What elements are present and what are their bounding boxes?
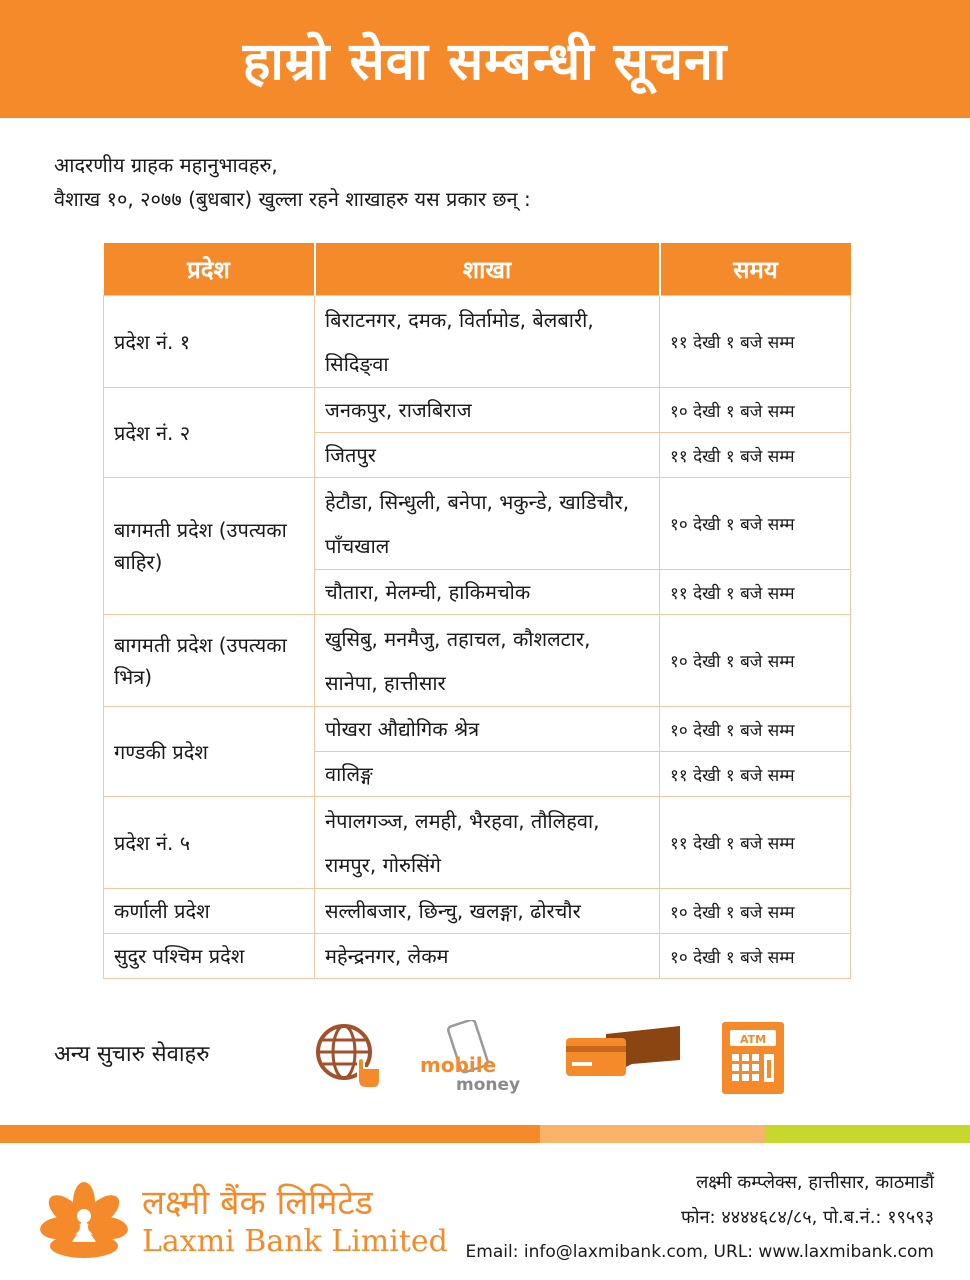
- mobile-money-icon: [416, 1020, 526, 1100]
- branch-cell: वालिङ्ग: [315, 752, 660, 797]
- branch-cell: महेन्द्रनगर, लेकम: [315, 934, 660, 979]
- province-cell: बागमती प्रदेश (उपत्यका बाहिर): [104, 478, 315, 615]
- table-row: [104, 707, 851, 752]
- notice-banner: [0, 0, 970, 118]
- table-row: [104, 296, 851, 388]
- header-branch: शाखा: [315, 243, 660, 296]
- footer-phone: फोन: ४४४४६८४/८५, पो.ब.नं.: १९५९३: [681, 1207, 934, 1228]
- table-row: [104, 934, 851, 979]
- province-cell: प्रदेश नं. २: [104, 388, 315, 478]
- province-cell: बागमती प्रदेश (उपत्यका भित्र): [104, 615, 315, 707]
- branch-cell: पोखरा औद्योगिक श्रेत्र: [315, 707, 660, 752]
- internet-banking-icon: [312, 1020, 384, 1096]
- header-time: समय: [660, 243, 851, 296]
- laxmi-bank-logo-icon: [34, 1180, 134, 1270]
- brand-name-english: Laxmi Bank Limited: [142, 1224, 448, 1259]
- time-cell: १० देखी १ बजे सम्म: [660, 388, 851, 433]
- time-cell: ११ देखी १ बजे सम्म: [660, 433, 851, 478]
- branch-cell: हेटौडा, सिन्धुली, बनेपा, भकुन्डे, खाडिचौर, पाँचखाल: [315, 478, 660, 570]
- branch-schedule-table: [103, 243, 851, 979]
- atm-label: ATM: [739, 1033, 767, 1046]
- branch-cell: बिराटनगर, दमक, विर्तामोड, बेलबारी, सिदिङ्वा: [315, 296, 660, 388]
- table-row: [104, 889, 851, 934]
- greeting: आदरणीय ग्राहक महानुभावहरु,: [54, 153, 278, 177]
- notice-title: हाम्रो सेवा सम्बन्धी सूचना: [242, 31, 728, 92]
- time-cell: ११ देखी १ बजे सम्म: [660, 752, 851, 797]
- footer-contact: Email: info@laxmibank.com, URL: www.laxmibank.com: [465, 1242, 934, 1262]
- header-province: प्रदेश: [104, 243, 315, 296]
- other-services: [54, 1020, 914, 1100]
- time-cell: १० देखी १ बजे सम्म: [660, 707, 851, 752]
- branch-cell: नेपालगञ्ज, लमही, भैरहवा, तौलिहवा, रामपुर, गोरुसिंगे: [315, 797, 660, 889]
- mobile-money-word2: money: [456, 1075, 521, 1095]
- time-cell: १० देखी १ बजे सम्म: [660, 934, 851, 979]
- intro-line: वैशाख १०, २०७७ (बुधबार) खुल्ला रहने शाखाहरु यस प्रकार छन् :: [54, 187, 531, 211]
- time-cell: १० देखी १ बजे सम्म: [660, 478, 851, 570]
- intro-text: [54, 148, 531, 216]
- time-cell: १० देखी १ बजे सम्म: [660, 615, 851, 707]
- footer-stripe-green: [765, 1125, 970, 1143]
- time-cell: ११ देखी १ बजे सम्म: [660, 570, 851, 615]
- footer-stripe-light: [540, 1125, 765, 1143]
- province-cell: गण्डकी प्रदेश: [104, 707, 315, 797]
- table-row: [104, 615, 851, 707]
- table-row: [104, 478, 851, 570]
- province-cell: प्रदेश नं. ५: [104, 797, 315, 889]
- card-payment-icon: [562, 1020, 686, 1084]
- province-cell: कर्णाली प्रदेश: [104, 889, 315, 934]
- footer-address: लक्ष्मी कम्प्लेक्स, हात्तीसार, काठमाडौं: [696, 1172, 934, 1193]
- branch-cell: जितपुर: [315, 433, 660, 478]
- services-label: अन्य सुचारु सेवाहरु: [54, 1042, 210, 1067]
- branch-cell: चौतारा, मेलम्ची, हाकिमचोक: [315, 570, 660, 615]
- province-cell: सुदुर पश्चिम प्रदेश: [104, 934, 315, 979]
- time-cell: ११ देखी १ बजे सम्म: [660, 797, 851, 889]
- table-row: [104, 797, 851, 889]
- time-cell: ११ देखी १ बजे सम्म: [660, 296, 851, 388]
- time-cell: १० देखी १ बजे सम्म: [660, 889, 851, 934]
- atm-icon: [720, 1020, 786, 1100]
- brand-name-nepali: लक्ष्मी बैंक लिमिटेड: [142, 1183, 373, 1223]
- branch-cell: सल्लीबजार, छिन्चु, खलङ्गा, ढोरचौर: [315, 889, 660, 934]
- branch-cell: खुसिबु, मनमैजु, तहाचल, कौशलटार, सानेपा, हात्तीसार: [315, 615, 660, 707]
- table-header-row: [104, 243, 851, 296]
- province-cell: प्रदेश नं. १: [104, 296, 315, 388]
- footer-stripe-orange: [0, 1125, 540, 1143]
- table-row: [104, 388, 851, 433]
- mobile-money-word1: mobile: [420, 1053, 497, 1077]
- branch-cell: जनकपुर, राजबिराज: [315, 388, 660, 433]
